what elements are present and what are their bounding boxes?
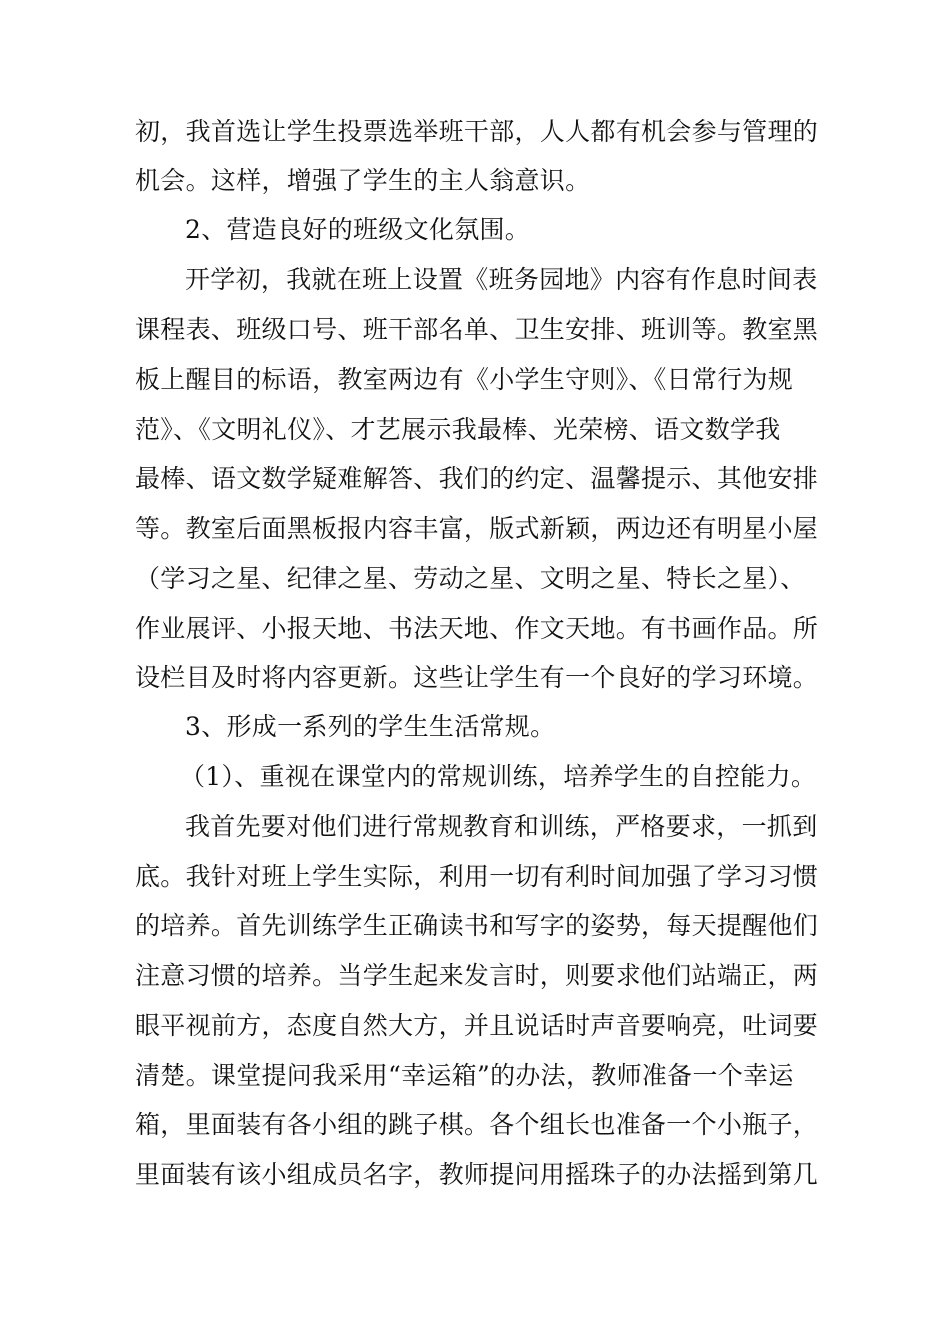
text-line: 课程表、班级口号、班干部名单、卫生安排、班训等。教室黑 [135, 315, 819, 344]
text-line: 眼平视前方，态度自然大方，并且说话时声音要响亮，吐词要 [135, 1011, 819, 1040]
text-line: 最棒、语文数学疑难解答、我们的约定、温馨提示、其他安排 [135, 464, 819, 493]
text-line: 设栏目及时将内容更新。这些让学生有一个良好的学习环境。 [135, 663, 819, 692]
text-line: 清楚。课堂提问我采用“幸运箱”的办法，教师准备一个幸运 [135, 1061, 794, 1090]
text-line: 开学初，我就在班上设置《班务园地》内容有作息时间表 [185, 265, 818, 294]
text-line: 等。教室后面黑板报内容丰富，版式新颖，两边还有明星小屋 [135, 514, 819, 543]
text-line: 的培养。首先训练学生正确读书和写字的姿势，每天提醒他们 [135, 911, 819, 940]
text-line: 我首先要对他们进行常规教育和训练，严格要求，一抓到 [185, 812, 818, 841]
subsection-heading: （1）、重视在课堂内的常规训练，培养学生的自控能力。 [180, 762, 817, 791]
text-line: 初，我首选让学生投票选举班干部，人人都有机会参与管理的 [135, 117, 819, 146]
text-line: （学习之星、纪律之星、劳动之星、文明之星、特长之星）、 [135, 564, 806, 593]
section-heading: 3、形成一系列的学生生活常规。 [185, 712, 556, 741]
text-line: 板上醒目的标语，教室两边有《小学生守则》、《日常行为规 [135, 365, 794, 394]
text-line: 里面装有该小组成员名字，教师提问用摇珠子的办法摇到第几 [135, 1160, 819, 1189]
text-line: 底。我针对班上学生实际，利用一切有利时间加强了学习习惯 [135, 862, 819, 891]
text-line: 注意习惯的培养。当学生起来发言时，则要求他们站端正，两 [135, 961, 819, 990]
text-line: 作业展评、小报天地、书法天地、作文天地。有书画作品。所 [135, 614, 819, 643]
text-line: 机会。这样，增强了学生的主人翁意识。 [135, 166, 591, 195]
section-heading: 2、营造良好的班级文化氛围。 [185, 215, 531, 244]
text-line: 范》、《文明礼仪》、才艺展示我最棒、光荣榜、语文数学我 [135, 415, 781, 444]
text-line: 箱，里面装有各小组的跳子棋。各个组长也准备一个小瓶子， [135, 1110, 819, 1139]
